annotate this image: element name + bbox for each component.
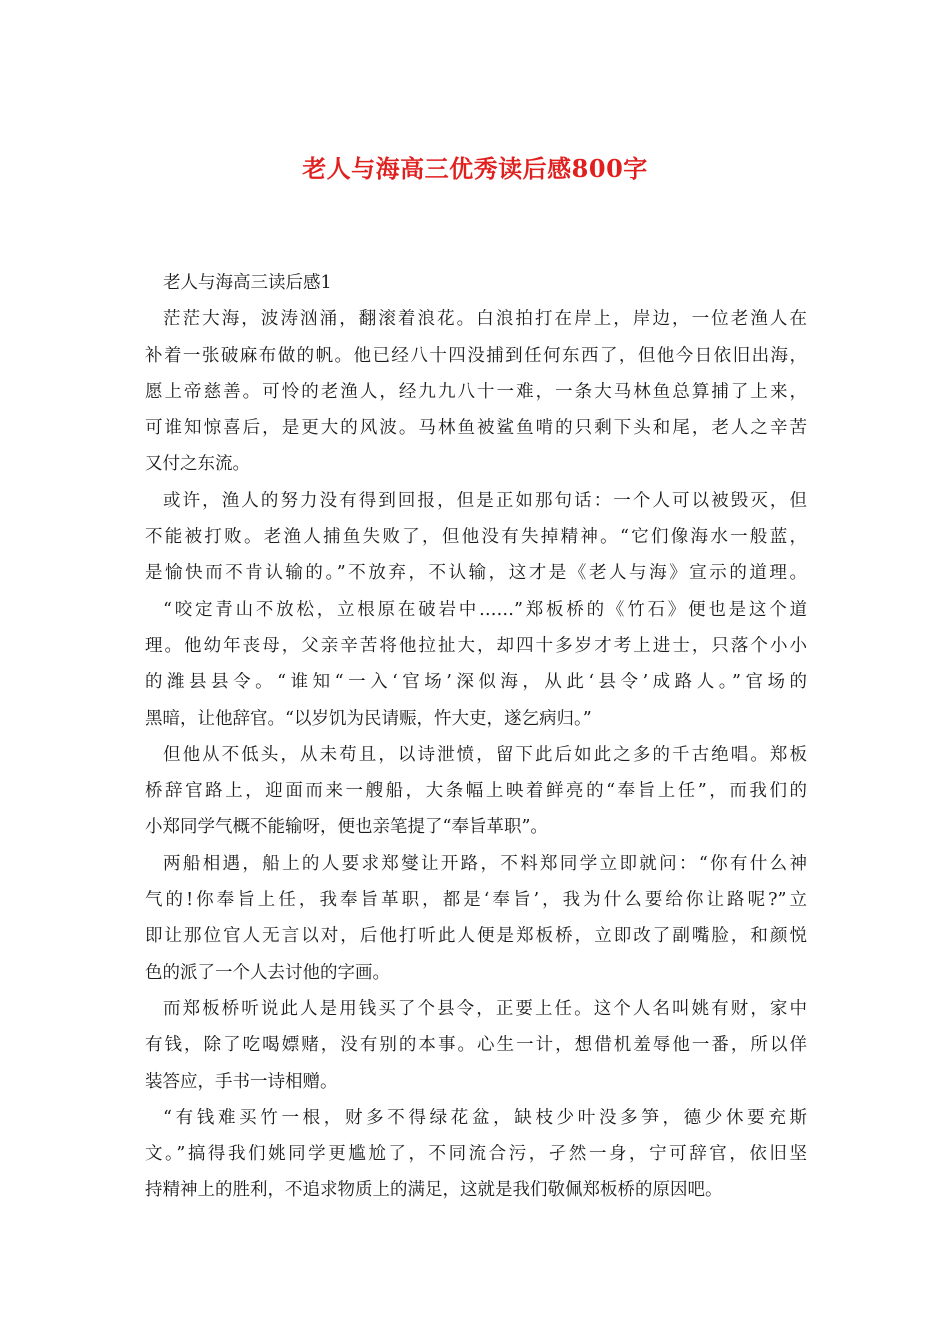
text-line: 老人与海高三读后感1	[163, 273, 332, 293]
document-body	[145, 265, 807, 1209]
text-line: 黑暗，让他辞官。“以岁饥为民请赈，忤大吏，遂乞病归。”	[145, 708, 592, 729]
text-line: 文。”搞得我们姚同学更尴尬了，不同流合污，孑然一身，宁可辞官，依旧坚	[145, 1144, 807, 1165]
text-line: 补着一张破麻布做的帆。他已经八十四没捕到任何东西了，但他今日依旧出海，	[145, 345, 807, 366]
text-line: 而郑板桥听说此人是用钱买了个县令，正要上任。这个人名叫姚有财，家中	[163, 998, 807, 1019]
text-line: 又付之东流。	[145, 454, 250, 475]
text-line: “咬定青山不放松，立根原在破岩中……”郑板桥的《竹石》便也是这个道	[163, 599, 807, 620]
text-line: 是愉快而不肯认输的。”不放弃，不认输，这才是《老人与海》宣示的道理。	[145, 563, 807, 584]
text-line: 或许，渔人的努力没有得到回报，但是正如那句话：一个人可以被毁灭，但	[163, 490, 807, 511]
text-line: 气的!你奉旨上任，我奉旨革职，都是‘奉旨’，我为什么要给你让路呢?”立	[145, 890, 807, 911]
text-line: 即让那位官人无言以对，后他打听此人便是郑板桥，立即改了副嘴脸，和颜悦	[145, 926, 807, 947]
text-line: 桥辞官路上，迎面而来一艘船，大条幅上映着鲜亮的“奉旨上任”，而我们的	[145, 781, 807, 802]
text-line: 不能被打败。老渔人捕鱼失败了，但他没有失掉精神。“它们像海水一般蓝，	[145, 527, 807, 548]
text-line: 茫茫大海，波涛汹涌，翻滚着浪花。白浪拍打在岸上，岸边，一位老渔人在	[163, 309, 807, 330]
text-line: 的潍县县令。“谁知“一入‘官场’深似海，从此‘县令’成路人。”官场的	[145, 672, 807, 693]
text-line: 可谁知惊喜后，是更大的风波。马林鱼被鲨鱼啃的只剩下头和尾，老人之辛苦	[145, 418, 807, 439]
text-line: 小郑同学气概不能输呀，便也亲笔提了“奉旨革职”。	[145, 817, 548, 838]
text-line: 两船相遇，船上的人要求郑燮让开路，不料郑同学立即就问：“你有什么神	[163, 853, 807, 874]
text-line: 有钱，除了吃喝嫖赌，没有别的本事。心生一计，想借机羞辱他一番，所以佯	[145, 1035, 807, 1056]
text-line: 但他从不低头，从未苟且，以诗泄愤，留下此后如此之多的千古绝唱。郑板	[163, 744, 807, 765]
text-line: 愿上帝慈善。可怜的老渔人，经九九八十一难，一条大马林鱼总算捕了上来，	[145, 381, 807, 402]
text-line: 装答应，手书一诗相赠。	[145, 1071, 338, 1092]
document-title: 老人与海高三优秀读后感800字	[302, 154, 648, 183]
text-line: “有钱难买竹一根，财多不得绿花盆，缺枝少叶没多笋，德少休要充斯	[163, 1107, 807, 1128]
text-line: 持精神上的胜利，不追求物质上的满足，这就是我们敬佩郑板桥的原因吧。	[145, 1180, 723, 1201]
text-line: 理。他幼年丧母，父亲辛苦将他拉扯大，却四十多岁才考上进士，只落个小小	[145, 635, 807, 656]
text-line: 色的派了一个人去讨他的字画。	[145, 962, 390, 983]
